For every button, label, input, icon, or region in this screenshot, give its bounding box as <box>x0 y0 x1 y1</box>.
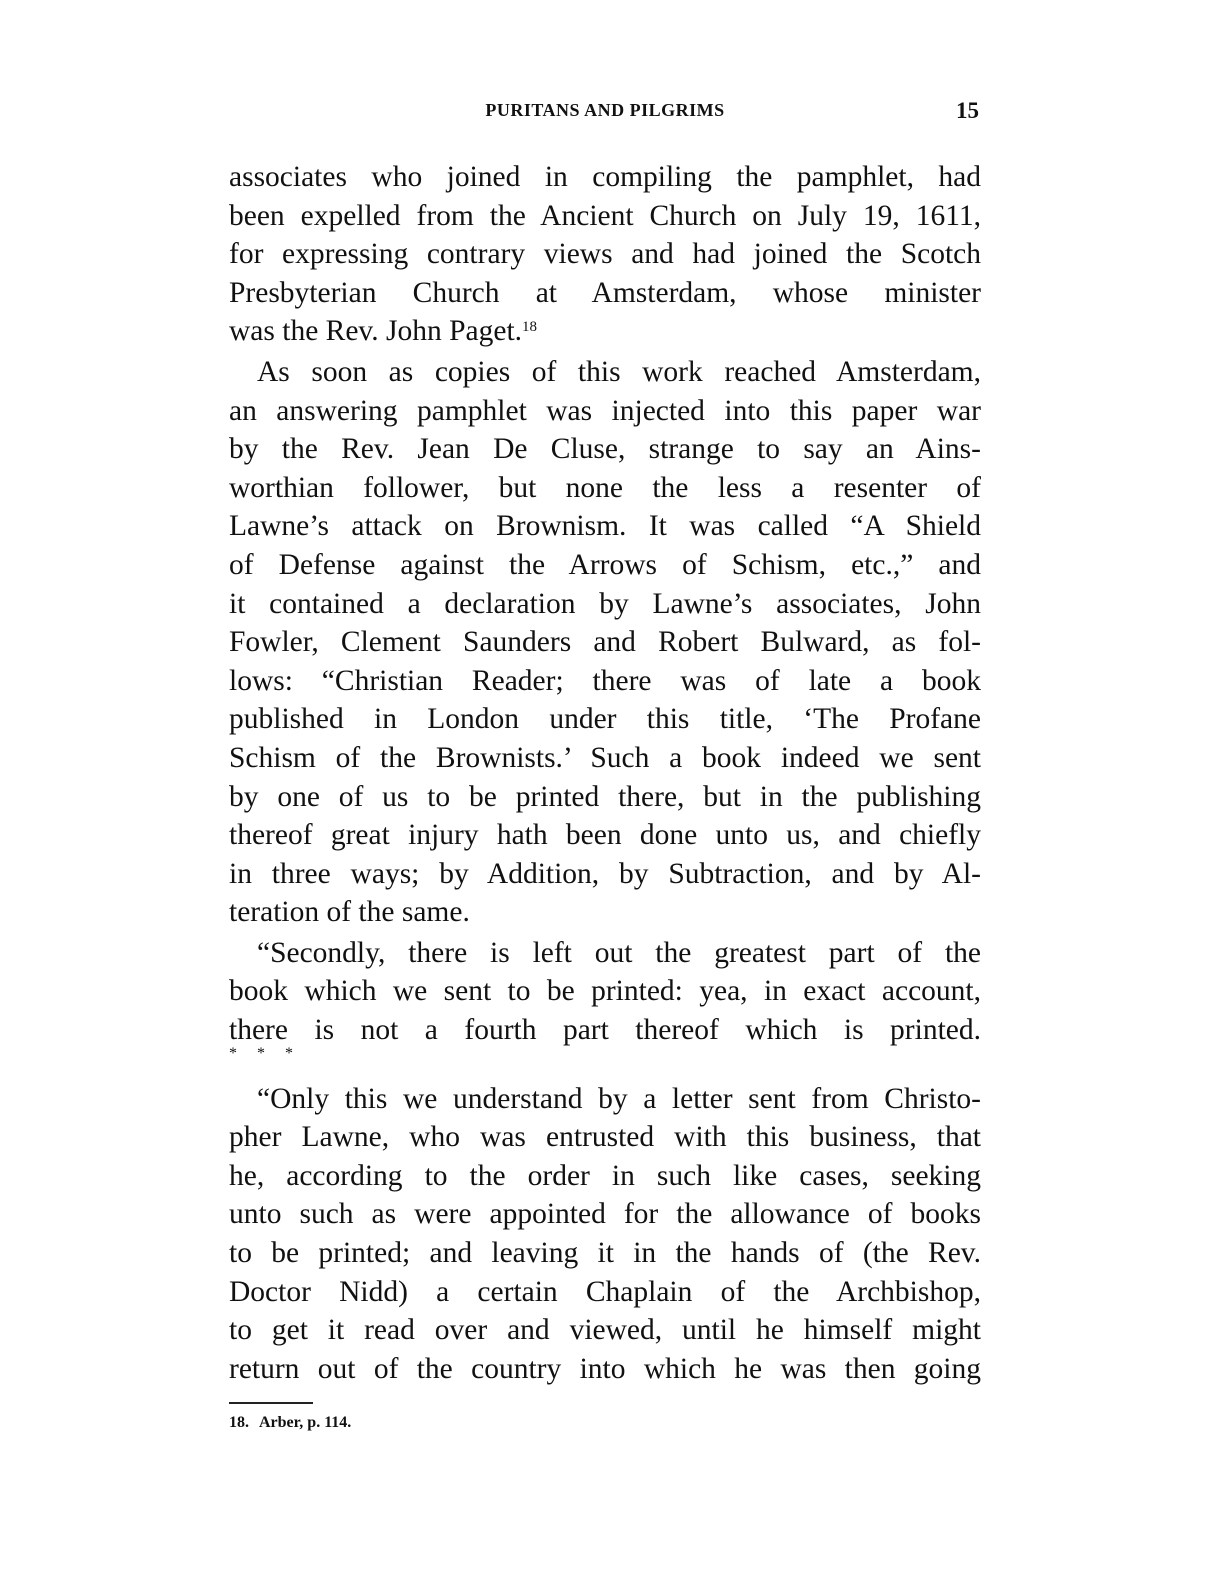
text-line: of Defense against the Arrows of Schism, etc.,” and <box>229 548 981 581</box>
text-line: Schism of the Brownists.’ Such a book indeed we sent <box>229 741 981 774</box>
text-line: “Secondly, there is left out the greatest part of the <box>257 936 981 969</box>
text-line: Fowler, Clement Saunders and Robert Bulward, as fol- <box>229 626 981 659</box>
text-line: Doctor Nidd) a certain Chaplain of the Archbishop, <box>229 1275 981 1308</box>
text-line: worthian follower, but none the less a resenter of <box>229 471 981 504</box>
text-line: Lawne’s attack on Brownism. It was called “A Shield <box>229 510 981 543</box>
body-text <box>229 158 981 1388</box>
text-line: thereof great injury hath been done unto us, and chiefly <box>229 819 981 852</box>
ellipsis-stars: * * * <box>229 1044 301 1062</box>
text-line: published in London under this title, ‘The Profane <box>229 703 981 736</box>
paragraph-4 <box>229 1080 981 1389</box>
text-line: book which we sent to be printed: yea, in exact account, <box>229 975 981 1008</box>
running-title: PURITANS AND PILGRIMS <box>485 100 725 120</box>
footnote-reference[interactable]: 18 <box>522 319 538 336</box>
text-line: was the Rev. John Paget. <box>229 315 523 348</box>
text-line-with-footnote <box>229 312 981 351</box>
paragraph-2 <box>229 353 981 932</box>
page-number: 15 <box>956 98 979 123</box>
text-line: there is not a fourth part thereof which is printed. <box>229 1014 981 1047</box>
paragraph-1 <box>229 158 981 351</box>
footnote-18 <box>229 1414 351 1432</box>
text-line: in three ways; by Addition, by Subtraction, and by Al- <box>229 857 981 890</box>
text-line: pher Lawne, who was entrusted with this business, that <box>229 1121 981 1154</box>
footnote-text: Arber, p. 114. <box>259 1414 352 1431</box>
footnote-number: 18. <box>229 1414 249 1431</box>
text-line: he, according to the order in such like cases, seeking <box>229 1159 981 1192</box>
text-line: unto such as were appointed for the allowance of books <box>229 1198 981 1231</box>
text-line: teration of the same. <box>229 896 470 929</box>
text-line: to get it read over and viewed, until he himself might <box>229 1314 981 1347</box>
text-line: an answering pamphlet was injected into this paper war <box>229 394 981 427</box>
text-line: by the Rev. Jean De Cluse, strange to say an Ains- <box>229 433 981 466</box>
text-line: for expressing contrary views and had joined the Scotch <box>229 238 981 271</box>
text-line: As soon as copies of this work reached Amsterdam, <box>257 355 981 388</box>
paragraph-3 <box>229 934 981 1064</box>
text-line: it contained a declaration by Lawne’s associates, John <box>229 587 981 620</box>
text-line: been expelled from the Ancient Church on July 19, 1611, <box>229 199 981 232</box>
text-line: “Only this we understand by a letter sent from Christo- <box>257 1082 981 1115</box>
text-line: by one of us to be printed there, but in the publishing <box>229 780 981 813</box>
text-line: associates who joined in compiling the pamphlet, had <box>229 161 981 193</box>
text-line: to be printed; and leaving it in the hands of (the Rev. <box>229 1237 981 1270</box>
text-line: return out of the country into which he was then going <box>229 1352 981 1385</box>
running-head <box>229 98 981 128</box>
text-line: Presbyterian Church at Amsterdam, whose minister <box>229 276 981 309</box>
text-line: lows: “Christian Reader; there was of late a book <box>229 664 981 697</box>
footnote-divider <box>229 1402 313 1404</box>
